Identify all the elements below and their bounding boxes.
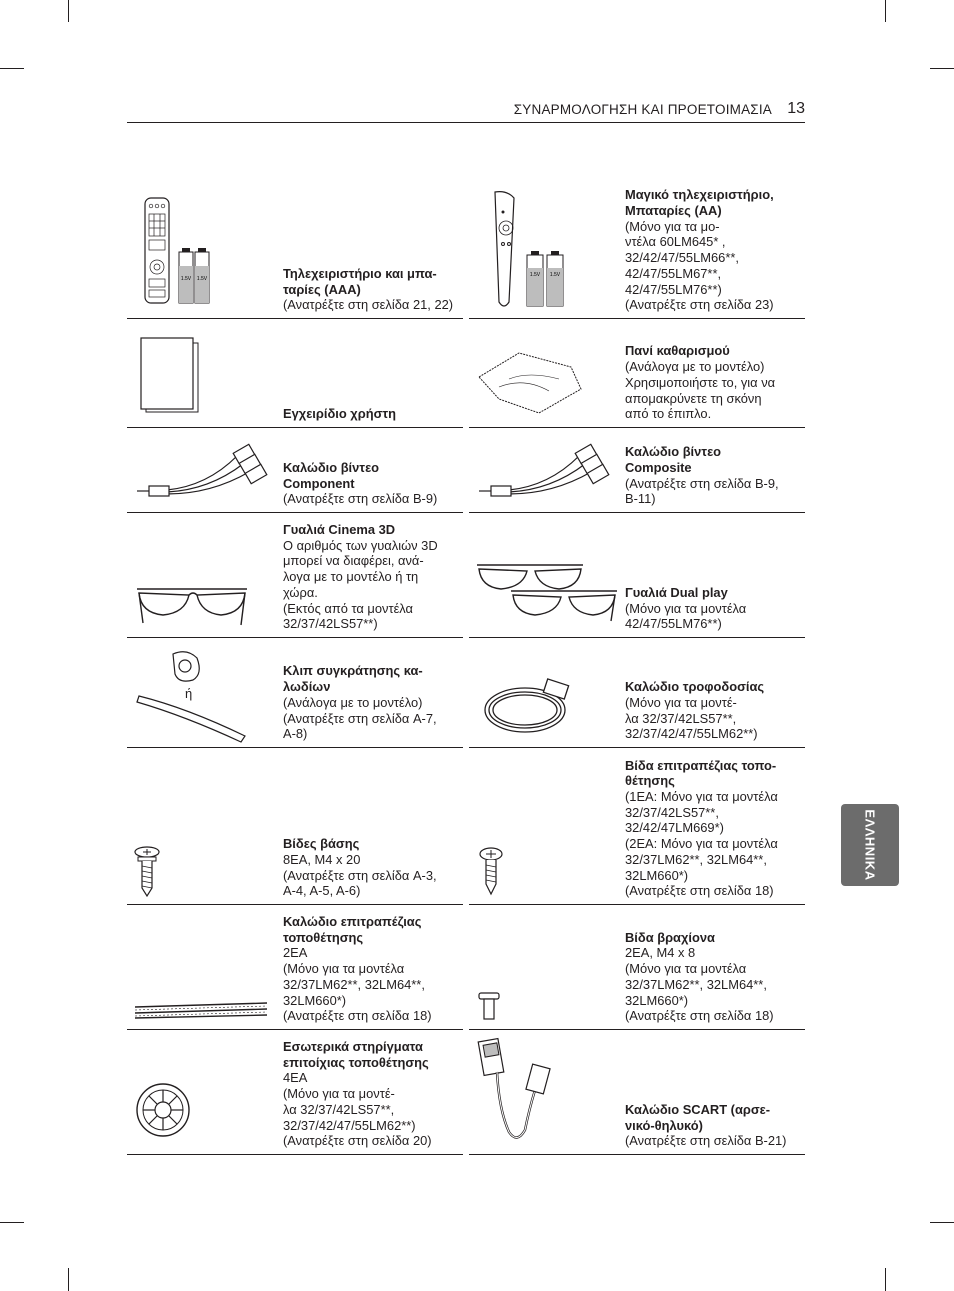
accessory-item bbox=[127, 182, 463, 319]
item-description: (Ανατρέξτε στη σελίδα B-21) bbox=[625, 1133, 787, 1149]
item-name: Βίδα επιτραπέζιας τοπο- θέτησης bbox=[625, 757, 777, 789]
dual-play-glasses-icon bbox=[469, 513, 619, 638]
or-label: ή bbox=[185, 686, 193, 701]
battery-label: 1.5V bbox=[549, 272, 561, 278]
item-description: 2EA (Μόνο για τα μοντέλα 32/37LM62**, 32LM64**, 32LM660*) (Ανατρέξτε στη σελίδα 18) bbox=[283, 945, 432, 1024]
language-tab bbox=[841, 804, 899, 886]
accessory-item bbox=[469, 748, 805, 905]
accessory-item bbox=[469, 1030, 805, 1155]
item-name: Γυαλιά Dual play bbox=[625, 584, 728, 600]
crop-mark bbox=[930, 1222, 954, 1223]
accessory-item bbox=[127, 319, 463, 428]
item-description: (Ανατρέξτε στη σελίδα B-9, B-11) bbox=[625, 475, 779, 507]
crop-mark bbox=[68, 0, 69, 22]
desk-mount-cable-icon bbox=[127, 905, 277, 1030]
item-description: (Μόνο για τα μο- ντέλα 60LM645* , 32/42/47/55LM66**, 42/47/55LM67**, 42/47/55LM76**) (Ανατρέξτε στη σελίδα 23) bbox=[625, 218, 774, 313]
item-name: Βίδες βάσης bbox=[283, 836, 360, 852]
item-description: 8EA, M4 x 20 (Ανατρέξτε στη σελίδα A-3, A-4, A-5, A-6) bbox=[283, 851, 437, 899]
accessory-item bbox=[127, 428, 463, 513]
crop-mark bbox=[885, 0, 886, 22]
power-cord-icon bbox=[469, 638, 619, 748]
crop-mark bbox=[0, 1222, 24, 1223]
cable-holder-icon bbox=[127, 638, 277, 748]
stand-screw-icon bbox=[127, 748, 277, 905]
item-description: (Ανάλογα με το μοντέλο) Χρησιμοποιήστε το, για να απομακρύνετε τη σκόνη από το έπιπλο. bbox=[625, 359, 776, 422]
page-header bbox=[127, 100, 805, 123]
item-description: (Ανάλογα με το μοντέλο) (Ανατρέξτε στη σελίδα A-7, A-8) bbox=[283, 694, 437, 742]
crop-mark bbox=[930, 68, 954, 69]
3d-glasses-icon bbox=[127, 513, 277, 638]
item-name: Πανί καθαρισμού bbox=[625, 343, 730, 359]
item-description: Ο αριθμός των γυαλιών 3D μπορεί να διαφέρει, ανά- λογα με το μοντέλο ή τη χώρα. (Εκτός από τα μοντέλα 32/37/42LS57**) bbox=[283, 537, 438, 632]
scart-cable-icon bbox=[469, 1030, 619, 1155]
component-cable-icon bbox=[127, 428, 277, 513]
magic-remote-icon bbox=[469, 182, 619, 319]
item-description: (1EA: Μόνο για τα μοντέλα 32/37/42LS57**, 32/42/47LM669*) (2EA: Μόνο για τα μοντέλα 32/37LM62**, 32LM64**, 32LM660*) (Ανατρέξτε στη σελίδα 18) bbox=[625, 789, 778, 899]
battery-label: 1.5V bbox=[180, 276, 192, 282]
accessory-item bbox=[469, 428, 805, 513]
item-description: (Ανατρέξτε στη σελίδα 21, 22) bbox=[283, 297, 454, 313]
item-name: Καλώδιο επιτραπέζιας τοποθέτησης bbox=[283, 914, 422, 945]
item-name: Τηλεχειριστήριο και μπα- ταρίες (AAA) bbox=[283, 265, 437, 297]
accessory-item bbox=[127, 905, 463, 1030]
accessory-item bbox=[469, 905, 805, 1030]
page-number: 13 bbox=[787, 100, 805, 117]
wall-mount-spacer-icon bbox=[127, 1030, 277, 1155]
bracket-screw-icon bbox=[469, 905, 619, 1030]
item-description: 4EA (Μόνο για τα μοντέ- λα 32/37/42LS57**, 32/37/42/47/55LM62**) (Ανατρέξτε στη σελίδα 20) bbox=[283, 1070, 432, 1149]
item-name: Καλώδιο τροφοδοσίας bbox=[625, 679, 765, 695]
language-tab-label: ΕΛΛΗΝΙΚΑ bbox=[862, 809, 878, 881]
item-description: (Μόνο για τα μοντέ- λα 32/37/42LS57**, 32/37/42/47/55LM62**) bbox=[625, 694, 758, 742]
item-description: (Μόνο για τα μοντέλα 42/47/55LM76**) bbox=[625, 600, 747, 632]
crop-mark bbox=[885, 1268, 886, 1291]
item-description: (Ανατρέξτε στη σελίδα B-9) bbox=[283, 491, 438, 507]
crop-mark bbox=[0, 68, 24, 69]
item-name: Μαγικό τηλεχειριστήριο, Μπαταρίες (AA) bbox=[625, 187, 774, 219]
remote-control-icon bbox=[127, 182, 277, 319]
crop-mark bbox=[68, 1268, 69, 1291]
battery-label: 1.5V bbox=[529, 272, 541, 278]
battery-label: 1.5V bbox=[196, 276, 208, 282]
desk-mount-screw-icon bbox=[469, 748, 619, 905]
item-name: Καλώδιο βίντεο Composite bbox=[625, 444, 722, 475]
item-name: Εγχειρίδιο χρήστη bbox=[283, 406, 397, 422]
accessory-item bbox=[127, 748, 463, 905]
item-name: Καλώδιο βίντεο Component bbox=[283, 459, 380, 491]
accessory-item bbox=[469, 513, 805, 638]
cleaning-cloth-icon bbox=[469, 319, 619, 428]
manual-icon bbox=[127, 319, 277, 428]
header-title: ΣΥΝΑΡΜΟΛΟΓΗΣΗ ΚΑΙ ΠΡΟΕΤΟΙΜΑΣΙΑ bbox=[513, 102, 772, 117]
item-description: 2EA, M4 x 8 (Μόνο για τα μοντέλα 32/37LM62**, 32LM64**, 32LM660*) (Ανατρέξτε στη σελίδα 18) bbox=[625, 945, 774, 1024]
accessory-item bbox=[127, 638, 463, 748]
item-name: Εσωτερικά στηρίγματα επιτοίχιας τοποθέτησης bbox=[283, 1039, 429, 1070]
accessory-item bbox=[469, 319, 805, 428]
item-name: Βίδα βραχίονα bbox=[625, 929, 715, 945]
accessory-item bbox=[127, 1030, 463, 1155]
accessory-item bbox=[127, 513, 463, 638]
accessory-item bbox=[469, 638, 805, 748]
accessory-item bbox=[469, 182, 805, 319]
item-name: Κλιπ συγκράτησης κα- λωδίων bbox=[283, 663, 423, 695]
item-name: Γυαλιά Cinema 3D bbox=[283, 522, 396, 538]
composite-cable-icon bbox=[469, 428, 619, 513]
item-name: Καλώδιο SCART (αρσε- νικό-θηλυκό) bbox=[625, 1101, 771, 1133]
